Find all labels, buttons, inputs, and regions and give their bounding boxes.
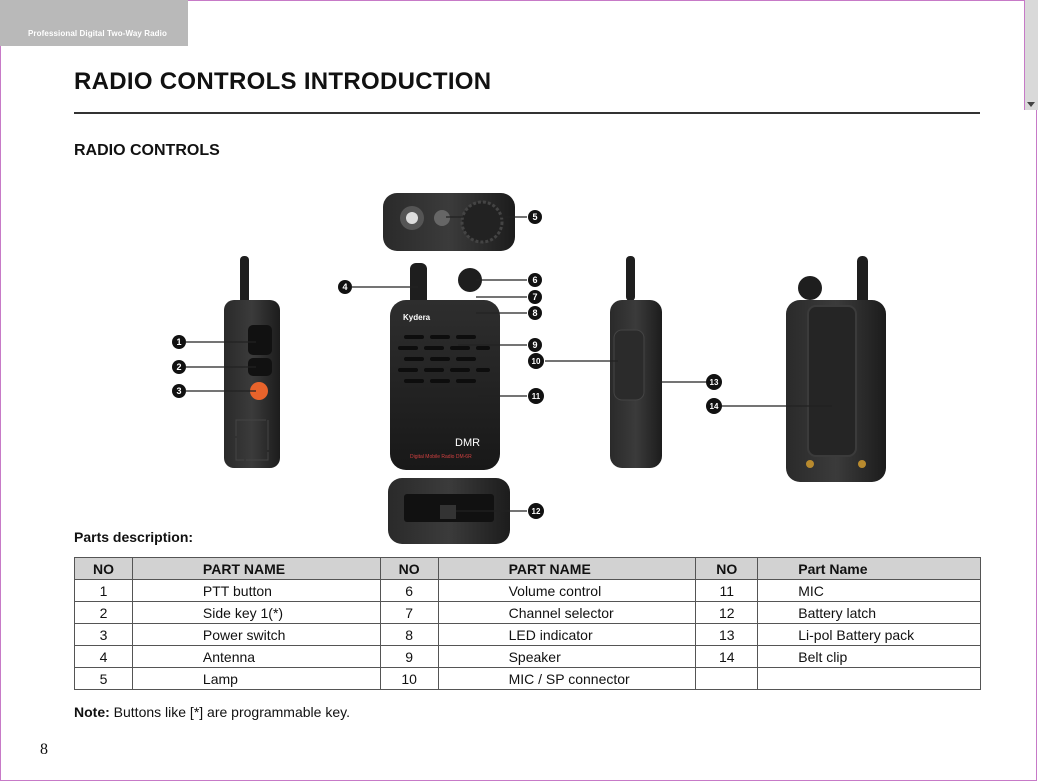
cell-no: 1 [75,580,133,602]
callout-7 [528,290,542,304]
svg-text:9: 9 [532,340,538,350]
cell-part-name: Power switch [132,624,380,646]
cell-part-name: MIC / SP connector [438,668,696,690]
svg-text:12: 12 [531,507,541,516]
header-tab-label: Professional Digital Two-Way Radio [28,29,167,38]
cell-part-name: Battery latch [758,602,981,624]
svg-text:11: 11 [531,392,541,401]
scroll-corner [1024,0,1038,110]
cell-no: 9 [380,646,438,668]
radio-left-side-view [224,256,280,468]
callout-12 [528,503,544,519]
cell-no: 13 [696,624,758,646]
svg-text:13: 13 [709,378,719,387]
callout-10 [528,353,544,369]
col-header-no: NO [696,558,758,580]
parts-table [74,557,981,690]
radio-back-view [786,256,886,482]
callout-5 [528,210,542,224]
dmr-logo: DMR [455,437,481,449]
svg-text:4: 4 [342,282,348,292]
radio-right-side-view [610,256,662,468]
cell-no: 10 [380,668,438,690]
callout-14 [706,398,722,414]
cell-no: 2 [75,602,133,624]
svg-text:2: 2 [176,362,182,372]
cell-part-name: LED indicator [438,624,696,646]
cell-part-name: MIC [758,580,981,602]
cell-no: 8 [380,624,438,646]
parts-description-heading: Parts description: [74,529,194,545]
col-header-no: NO [75,558,133,580]
page-title: RADIO CONTROLS INTRODUCTION [74,68,492,95]
cell-no: 14 [696,646,758,668]
callout-13 [706,374,722,390]
callout-1 [172,335,186,349]
note-label: Note: [74,704,110,720]
svg-text:10: 10 [531,357,541,366]
brand-logo: Kydera [403,313,431,322]
col-header-part-name: PART NAME [132,558,380,580]
cell-no: 7 [380,602,438,624]
page-number: 8 [40,741,48,758]
cell-part-name: Channel selector [438,602,696,624]
cell-no: 12 [696,602,758,624]
cell-part-name: Side key 1(*) [132,602,380,624]
cell-part-name: Speaker [438,646,696,668]
cell-no: 5 [75,668,133,690]
note-body: Buttons like [*] are programmable key. [109,704,350,720]
svg-text:3: 3 [176,386,182,396]
section-heading: RADIO CONTROLS [74,142,220,159]
cell-part-name: Lamp [132,668,380,690]
model-label: Digital Mobile Radio DM-6R [410,454,472,460]
callout-6 [528,273,542,287]
cell-no: 3 [75,624,133,646]
table-row [75,624,981,646]
table-header-row [75,558,981,580]
radio-controls-figure [160,186,900,550]
cell-part-name: Volume control [438,580,696,602]
title-rule [74,112,980,114]
cell-no: 6 [380,580,438,602]
callout-8 [528,306,542,320]
svg-text:5: 5 [532,212,538,222]
header-tab [0,0,188,46]
note-text [74,704,350,720]
callout-lines [186,217,832,511]
cell-part-name: Belt clip [758,646,981,668]
col-header-part-name: Part Name [758,558,981,580]
col-header-part-name: PART NAME [438,558,696,580]
table-row [75,602,981,624]
radio-top-view [383,193,515,251]
callout-9 [528,338,542,352]
col-header-no: NO [380,558,438,580]
cell-no [696,668,758,690]
table-row [75,646,981,668]
radio-front-view [390,263,500,470]
svg-text:14: 14 [709,402,719,411]
cell-part-name: Li-pol Battery pack [758,624,981,646]
svg-text:6: 6 [532,275,538,285]
table-row [75,580,981,602]
callout-11 [528,388,544,404]
cell-part-name: PTT button [132,580,380,602]
callout-4 [338,280,352,294]
callout-2 [172,360,186,374]
table-row [75,668,981,690]
cell-no: 11 [696,580,758,602]
cell-no: 4 [75,646,133,668]
callout-3 [172,384,186,398]
svg-text:7: 7 [532,292,538,302]
svg-text:1: 1 [176,337,182,347]
cell-part-name [758,668,981,690]
cell-part-name: Antenna [132,646,380,668]
svg-text:8: 8 [532,308,538,318]
